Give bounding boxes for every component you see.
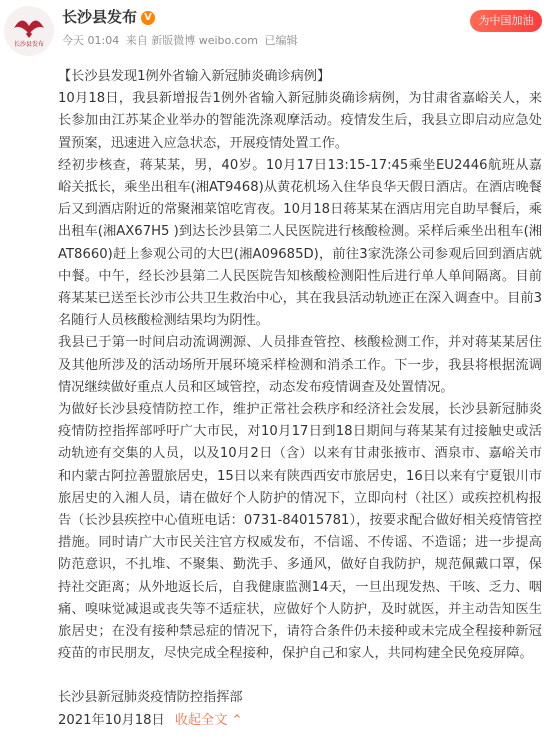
avatar-logo-text: 长沙县发布 (13, 41, 44, 48)
post-paragraph-1: 10月18日，我县新增报告1例外省输入新冠肺炎确诊病例，为甘肃省嘉峪关人，来长参加由江苏某企业举办的智能洗涤观摩活动。疫情发生后，我县立即启动应急处置预案，迅速进入应急状态，开展疫情处置工作。 (58, 91, 542, 151)
post-footer-line (58, 710, 542, 732)
post-org: 长沙县新冠肺炎疫情防控指挥部 (58, 690, 243, 706)
avatar[interactable] (4, 6, 54, 56)
edited-label[interactable]: 已编辑 (264, 34, 298, 47)
logo-icon (4, 6, 54, 56)
collapse-label[interactable]: 收起全文 (174, 712, 228, 728)
post-paragraph-3: 我县已于第一时间启动流调溯源、人员排查管控、核酸检测工作，并对蒋某某居住及其他所涉及的活动场所开展环境采样检测和消杀工作。下一步，我县将根据流调情况继续做好重点人员和区域管控，动态发布疫情调查及处置情况。 (58, 335, 542, 395)
post-paragraph-4: 为做好长沙县疫情防控工作，维护正常社会秩序和经济社会发展，长沙县新冠肺炎疫情防控指挥部呼吁广大市民，对10月17日到18日期间与蒋某某有过接触史或活动轨迹有交集的人员，以及10月2日（含）以来有甘肃张掖市、酒泉市、嘉峪关市和内蒙古阿拉善盟旅居史，15日以来有陕西西安市旅居史，16日以来有宁夏银川市旅居史的入湘人员，请在做好个人防护的情况下，立即向村（社区）或疾控机构报告（长沙县疾控中心值班电话：0731-84015781），按要求配合做好相关疫情管控措施。同时请广大市民关注官方权威发布，不信谣、不传谣、不造谣；进一步提高防范意识，不扎堆、不聚集、勤洗手、多通风，做好自我防护，规范佩戴口罩，保持社交距离；从外地返长后，自我健康监测14天，一旦出现发热、干咳、乏力、咽痛、嗅味觉减退或丧失等不适症状，应做好个人防护，及时就医，并主动告知医生旅居史；在没有接种禁忌症的情况下，请符合条件仍未接种或未完成全程接种新冠疫苗的市民朋友，尽快完成全程接种，保护自己和家人，共同构建全民免疫屏障。 (58, 402, 542, 662)
post-time[interactable]: 今天 01:04 (62, 34, 120, 47)
post-body (58, 66, 542, 732)
post-title: 【长沙县发现1例外省输入新冠肺炎确诊病例】 (58, 69, 331, 84)
post-meta (62, 32, 301, 48)
account-name[interactable] (62, 6, 155, 27)
post-source[interactable]: 来自 新版微博 weibo.com (125, 34, 259, 47)
account-name-label[interactable]: 长沙县发布 (62, 8, 138, 26)
post-date: 2021年10月18日 (58, 712, 165, 728)
post-paragraph-2: 经初步核查，蒋某某，男，40岁。10月17日13:15-17:45乘坐EU2446航班从嘉峪关抵长，乘坐出租车(湘AT9468)从黄花机场入住华良华天假日酒店。在酒店晚餐后又到酒店附近的常聚湘菜馆吃宵夜。10月18日蒋某某在酒店用完自助早餐后，乘出租车(湘AX67H5 )到达长沙县第二人民医院进行核酸检测。采样后乘坐出租车(湘AT8660)赶上参观公司的大巴(湘A09685D)，前往3家洗涤公司参观后回到酒店就中餐。中午，经长沙县第二人民医院告知核酸检测阳性后进行单人单间隔离。目前蒋某某已送至长沙市公共卫生救治中心，其在我县活动轨迹正在深入调查中。目前3名随行人员核酸检测结果均为阴性。 (58, 157, 542, 329)
chevron-up-icon[interactable]: ⌃ (231, 712, 243, 728)
post-header (0, 0, 552, 62)
campaign-badge[interactable]: 为中国加油 (470, 10, 542, 32)
collapse-button[interactable] (175, 713, 243, 728)
verified-icon: V (141, 11, 155, 25)
